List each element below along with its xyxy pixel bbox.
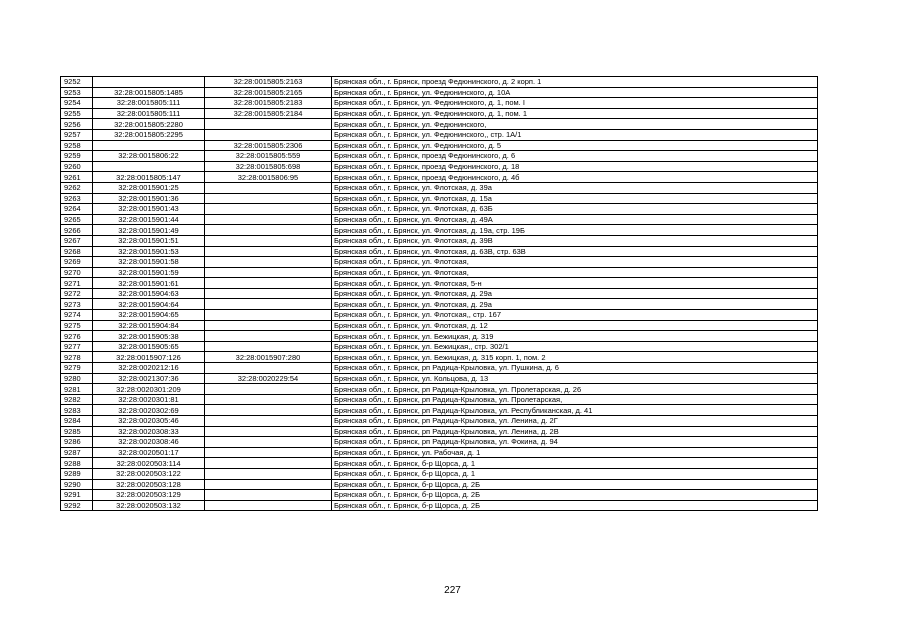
row-number-cell: 9292 bbox=[61, 500, 93, 511]
row-number-cell: 9255 bbox=[61, 108, 93, 119]
row-number-cell: 9282 bbox=[61, 394, 93, 405]
cadastral-number-secondary-cell bbox=[205, 267, 332, 278]
table-row bbox=[61, 384, 818, 395]
cadastral-number-secondary-cell bbox=[205, 458, 332, 469]
table-row bbox=[61, 87, 818, 98]
address-cell: Брянская обл., г. Брянск, б-р Щорса, д. 1 bbox=[332, 468, 818, 479]
cadastral-number-cell: 32:28:0015904:63 bbox=[93, 288, 205, 299]
registry-table bbox=[60, 76, 818, 511]
row-number-cell: 9263 bbox=[61, 193, 93, 204]
cadastral-number-cell: 32:28:0015907:126 bbox=[93, 352, 205, 363]
cadastral-number-cell: 32:28:0015904:65 bbox=[93, 310, 205, 321]
cadastral-number-cell: 32:28:0015901:58 bbox=[93, 257, 205, 268]
table-row bbox=[61, 341, 818, 352]
cadastral-number-cell: 32:28:0015901:43 bbox=[93, 204, 205, 215]
cadastral-number-cell: 32:28:0020308:46 bbox=[93, 437, 205, 448]
address-cell: Брянская обл., г. Брянск, б-р Щорса, д. 2Б bbox=[332, 500, 818, 511]
cadastral-number-secondary-cell bbox=[205, 246, 332, 257]
table-row bbox=[61, 278, 818, 289]
address-cell: Брянская обл., г. Брянск, рп Радица-Крыловка, ул. Республиканская, д. 41 bbox=[332, 405, 818, 416]
address-cell: Брянская обл., г. Брянск, ул. Федюнинского, д. 1, пом. 1 bbox=[332, 108, 818, 119]
table-row bbox=[61, 182, 818, 193]
table-row bbox=[61, 320, 818, 331]
table-row bbox=[61, 394, 818, 405]
address-cell: Брянская обл., г. Брянск, ул. Флотская, д. 29а bbox=[332, 299, 818, 310]
address-cell: Брянская обл., г. Брянск, ул. Флотская,, стр. 167 bbox=[332, 310, 818, 321]
table-row bbox=[61, 193, 818, 204]
address-cell: Брянская обл., г. Брянск, ул. Флотская, bbox=[332, 257, 818, 268]
address-cell: Брянская обл., г. Брянск, ул. Кольцова, д. 13 bbox=[332, 373, 818, 384]
cadastral-number-cell: 32:28:0015901:44 bbox=[93, 214, 205, 225]
row-number-cell: 9276 bbox=[61, 331, 93, 342]
table-row bbox=[61, 479, 818, 490]
row-number-cell: 9281 bbox=[61, 384, 93, 395]
row-number-cell: 9290 bbox=[61, 479, 93, 490]
table-row bbox=[61, 500, 818, 511]
cadastral-number-cell: 32:28:0020503:128 bbox=[93, 479, 205, 490]
address-cell: Брянская обл., г. Брянск, ул. Бежицкая, д. 319 bbox=[332, 331, 818, 342]
address-cell: Брянская обл., г. Брянск, рп Радица-Крыловка, ул. Пролетарская, bbox=[332, 394, 818, 405]
table-row bbox=[61, 257, 818, 268]
address-cell: Брянская обл., г. Брянск, ул. Федюнинского, д. 5 bbox=[332, 140, 818, 151]
row-number-cell: 9275 bbox=[61, 320, 93, 331]
table-row bbox=[61, 204, 818, 215]
table-row bbox=[61, 331, 818, 342]
cadastral-number-secondary-cell bbox=[205, 299, 332, 310]
cadastral-number-cell: 32:28:0015905:38 bbox=[93, 331, 205, 342]
address-cell: Брянская обл., г. Брянск, ул. Флотская, д. 63В, стр. 63В bbox=[332, 246, 818, 257]
cadastral-number-cell: 32:28:0015901:53 bbox=[93, 246, 205, 257]
cadastral-number-secondary-cell bbox=[205, 468, 332, 479]
cadastral-number-cell: 32:28:0020212:16 bbox=[93, 363, 205, 374]
row-number-cell: 9288 bbox=[61, 458, 93, 469]
cadastral-number-cell bbox=[93, 140, 205, 151]
cadastral-number-secondary-cell bbox=[205, 341, 332, 352]
row-number-cell: 9277 bbox=[61, 341, 93, 352]
row-number-cell: 9269 bbox=[61, 257, 93, 268]
table-row bbox=[61, 98, 818, 109]
row-number-cell: 9283 bbox=[61, 405, 93, 416]
address-cell: Брянская обл., г. Брянск, б-р Щорса, д. 2Б bbox=[332, 479, 818, 490]
cadastral-number-secondary-cell bbox=[205, 235, 332, 246]
row-number-cell: 9253 bbox=[61, 87, 93, 98]
address-cell: Брянская обл., г. Брянск, ул. Флотская, д. 49А bbox=[332, 214, 818, 225]
row-number-cell: 9265 bbox=[61, 214, 93, 225]
row-number-cell: 9267 bbox=[61, 235, 93, 246]
row-number-cell: 9272 bbox=[61, 288, 93, 299]
table-row bbox=[61, 288, 818, 299]
cadastral-number-secondary-cell bbox=[205, 310, 332, 321]
table-row bbox=[61, 468, 818, 479]
address-cell: Брянская обл., г. Брянск, рп Радица-Крыловка, ул. Пролетарская, д. 26 bbox=[332, 384, 818, 395]
cadastral-number-cell: 32:28:0020501:17 bbox=[93, 447, 205, 458]
cadastral-number-secondary-cell: 32:28:0015805:559 bbox=[205, 151, 332, 162]
row-number-cell: 9268 bbox=[61, 246, 93, 257]
cadastral-number-cell: 32:28:0015901:59 bbox=[93, 267, 205, 278]
row-number-cell: 9259 bbox=[61, 151, 93, 162]
page-number: 227 bbox=[444, 585, 461, 596]
row-number-cell: 9284 bbox=[61, 416, 93, 427]
row-number-cell: 9257 bbox=[61, 129, 93, 140]
table-row bbox=[61, 161, 818, 172]
row-number-cell: 9289 bbox=[61, 468, 93, 479]
address-cell: Брянская обл., г. Брянск, б-р Щорса, д. 2Б bbox=[332, 490, 818, 501]
table-row bbox=[61, 77, 818, 88]
address-cell: Брянская обл., г. Брянск, ул. Флотская, д. 19а, стр. 19Б bbox=[332, 225, 818, 236]
address-cell: Брянская обл., г. Брянск, рп Радица-Крыловка, ул. Фокина, д. 94 bbox=[332, 437, 818, 448]
address-cell: Брянская обл., г. Брянск, ул. Флотская, bbox=[332, 267, 818, 278]
cadastral-number-secondary-cell bbox=[205, 500, 332, 511]
row-number-cell: 9262 bbox=[61, 182, 93, 193]
cadastral-number-cell: 32:28:0020301:209 bbox=[93, 384, 205, 395]
cadastral-number-secondary-cell: 32:28:0015907:280 bbox=[205, 352, 332, 363]
table-row bbox=[61, 299, 818, 310]
table-row bbox=[61, 416, 818, 427]
address-cell: Брянская обл., г. Брянск, ул. Федюнинского, д. 1, пом. I bbox=[332, 98, 818, 109]
cadastral-number-secondary-cell bbox=[205, 384, 332, 395]
cadastral-number-cell: 32:28:0015805:2280 bbox=[93, 119, 205, 130]
cadastral-number-secondary-cell bbox=[205, 225, 332, 236]
cadastral-number-secondary-cell bbox=[205, 214, 332, 225]
address-cell: Брянская обл., г. Брянск, проезд Федюнинского, д. 4б bbox=[332, 172, 818, 183]
address-cell: Брянская обл., г. Брянск, проезд Федюнинского, д. 18 bbox=[332, 161, 818, 172]
table-row bbox=[61, 426, 818, 437]
table-row bbox=[61, 310, 818, 321]
address-cell: Брянская обл., г. Брянск, проезд Федюнинского, д. 2 корп. 1 bbox=[332, 77, 818, 88]
row-number-cell: 9254 bbox=[61, 98, 93, 109]
cadastral-number-secondary-cell bbox=[205, 394, 332, 405]
cadastral-number-secondary-cell bbox=[205, 288, 332, 299]
table-row bbox=[61, 458, 818, 469]
row-number-cell: 9271 bbox=[61, 278, 93, 289]
cadastral-number-secondary-cell bbox=[205, 447, 332, 458]
row-number-cell: 9270 bbox=[61, 267, 93, 278]
row-number-cell: 9278 bbox=[61, 352, 93, 363]
address-cell: Брянская обл., г. Брянск, б-р Щорса, д. 1 bbox=[332, 458, 818, 469]
cadastral-number-secondary-cell: 32:28:0020229:54 bbox=[205, 373, 332, 384]
cadastral-number-cell: 32:28:0015805:2295 bbox=[93, 129, 205, 140]
address-cell: Брянская обл., г. Брянск, ул. Флотская, д. 12 bbox=[332, 320, 818, 331]
cadastral-number-secondary-cell bbox=[205, 426, 332, 437]
address-cell: Брянская обл., г. Брянск, ул. Флотская, д. 15а bbox=[332, 193, 818, 204]
cadastral-number-secondary-cell: 32:28:0015805:2163 bbox=[205, 77, 332, 88]
address-cell: Брянская обл., г. Брянск, проезд Федюнинского, д. 6 bbox=[332, 151, 818, 162]
row-number-cell: 9285 bbox=[61, 426, 93, 437]
cadastral-number-cell: 32:28:0021307:36 bbox=[93, 373, 205, 384]
cadastral-number-secondary-cell bbox=[205, 182, 332, 193]
table-row bbox=[61, 373, 818, 384]
table-row bbox=[61, 267, 818, 278]
row-number-cell: 9260 bbox=[61, 161, 93, 172]
row-number-cell: 9266 bbox=[61, 225, 93, 236]
cadastral-number-cell: 32:28:0015905:65 bbox=[93, 341, 205, 352]
cadastral-number-cell: 32:28:0020308:33 bbox=[93, 426, 205, 437]
cadastral-number-secondary-cell: 32:28:0015805:698 bbox=[205, 161, 332, 172]
cadastral-number-secondary-cell: 32:28:0015805:2306 bbox=[205, 140, 332, 151]
cadastral-number-cell: 32:28:0015805:1485 bbox=[93, 87, 205, 98]
cadastral-number-secondary-cell: 32:28:0015805:2183 bbox=[205, 98, 332, 109]
cadastral-number-cell: 32:28:0015901:25 bbox=[93, 182, 205, 193]
address-cell: Брянская обл., г. Брянск, ул. Бежицкая, д. 315 корп. 1, пом. 2 bbox=[332, 352, 818, 363]
cadastral-number-secondary-cell bbox=[205, 193, 332, 204]
table-row bbox=[61, 437, 818, 448]
table-row bbox=[61, 352, 818, 363]
cadastral-number-secondary-cell bbox=[205, 129, 332, 140]
address-cell: Брянская обл., г. Брянск, ул. Федюнинского,, стр. 1А/1 bbox=[332, 129, 818, 140]
row-number-cell: 9252 bbox=[61, 77, 93, 88]
address-cell: Брянская обл., г. Брянск, рп Радица-Крыловка, ул. Ленина, д. 2В bbox=[332, 426, 818, 437]
address-cell: Брянская обл., г. Брянск, ул. Флотская, д. 29а bbox=[332, 288, 818, 299]
address-cell: Брянская обл., г. Брянск, ул. Рабочая, д. 1 bbox=[332, 447, 818, 458]
address-cell: Брянская обл., г. Брянск, ул. Флотская, д. 63Б bbox=[332, 204, 818, 215]
table-row bbox=[61, 108, 818, 119]
cadastral-number-cell: 32:28:0015901:49 bbox=[93, 225, 205, 236]
address-cell: Брянская обл., г. Брянск, ул. Бежицкая,, стр. 302/1 bbox=[332, 341, 818, 352]
table-row bbox=[61, 119, 818, 130]
address-cell: Брянская обл., г. Брянск, ул. Флотская, д. 39В bbox=[332, 235, 818, 246]
cadastral-number-secondary-cell bbox=[205, 204, 332, 215]
cadastral-number-secondary-cell bbox=[205, 405, 332, 416]
cadastral-number-secondary-cell bbox=[205, 437, 332, 448]
row-number-cell: 9287 bbox=[61, 447, 93, 458]
table-row bbox=[61, 151, 818, 162]
cadastral-number-cell: 32:28:0020503:114 bbox=[93, 458, 205, 469]
cadastral-number-secondary-cell bbox=[205, 331, 332, 342]
cadastral-number-cell: 32:28:0020302:69 bbox=[93, 405, 205, 416]
address-cell: Брянская обл., г. Брянск, ул. Федюнинского, д. 10А bbox=[332, 87, 818, 98]
cadastral-number-cell: 32:28:0015805:147 bbox=[93, 172, 205, 183]
cadastral-number-cell: 32:28:0020305:46 bbox=[93, 416, 205, 427]
cadastral-number-cell: 32:28:0015806:22 bbox=[93, 151, 205, 162]
cadastral-number-secondary-cell bbox=[205, 363, 332, 374]
table-row bbox=[61, 140, 818, 151]
address-cell: Брянская обл., г. Брянск, ул. Флотская, д. 39а bbox=[332, 182, 818, 193]
row-number-cell: 9280 bbox=[61, 373, 93, 384]
cadastral-number-cell: 32:28:0015805:111 bbox=[93, 108, 205, 119]
cadastral-number-cell bbox=[93, 161, 205, 172]
table-row bbox=[61, 490, 818, 501]
table-row bbox=[61, 235, 818, 246]
row-number-cell: 9258 bbox=[61, 140, 93, 151]
table-row bbox=[61, 246, 818, 257]
cadastral-number-cell: 32:28:0015901:36 bbox=[93, 193, 205, 204]
cadastral-number-secondary-cell bbox=[205, 257, 332, 268]
row-number-cell: 9273 bbox=[61, 299, 93, 310]
cadastral-number-cell: 32:28:0015901:61 bbox=[93, 278, 205, 289]
table-row bbox=[61, 129, 818, 140]
cadastral-number-secondary-cell: 32:28:0015805:2165 bbox=[205, 87, 332, 98]
cadastral-number-secondary-cell bbox=[205, 119, 332, 130]
cadastral-number-cell: 32:28:0020503:122 bbox=[93, 468, 205, 479]
cadastral-number-secondary-cell bbox=[205, 479, 332, 490]
table-row bbox=[61, 172, 818, 183]
address-cell: Брянская обл., г. Брянск, рп Радица-Крыловка, ул. Пушкина, д. 6 bbox=[332, 363, 818, 374]
cadastral-number-cell bbox=[93, 77, 205, 88]
address-cell: Брянская обл., г. Брянск, ул. Федюнинского, bbox=[332, 119, 818, 130]
cadastral-number-cell: 32:28:0020503:132 bbox=[93, 500, 205, 511]
row-number-cell: 9264 bbox=[61, 204, 93, 215]
row-number-cell: 9274 bbox=[61, 310, 93, 321]
table-row bbox=[61, 447, 818, 458]
row-number-cell: 9279 bbox=[61, 363, 93, 374]
address-cell: Брянская обл., г. Брянск, ул. Флотская, 5-н bbox=[332, 278, 818, 289]
cadastral-number-cell: 32:28:0020503:129 bbox=[93, 490, 205, 501]
cadastral-number-cell: 32:28:0015904:64 bbox=[93, 299, 205, 310]
cadastral-number-secondary-cell bbox=[205, 320, 332, 331]
cadastral-number-secondary-cell bbox=[205, 490, 332, 501]
table-row bbox=[61, 214, 818, 225]
table-row bbox=[61, 363, 818, 374]
table-row bbox=[61, 405, 818, 416]
cadastral-number-secondary-cell: 32:28:0015805:2184 bbox=[205, 108, 332, 119]
row-number-cell: 9286 bbox=[61, 437, 93, 448]
cadastral-number-cell: 32:28:0015904:84 bbox=[93, 320, 205, 331]
cadastral-number-secondary-cell: 32:28:0015806:95 bbox=[205, 172, 332, 183]
cadastral-number-cell: 32:28:0020301:81 bbox=[93, 394, 205, 405]
row-number-cell: 9256 bbox=[61, 119, 93, 130]
cadastral-number-secondary-cell bbox=[205, 416, 332, 427]
cadastral-number-secondary-cell bbox=[205, 278, 332, 289]
row-number-cell: 9291 bbox=[61, 490, 93, 501]
registry-table-body bbox=[61, 77, 818, 511]
row-number-cell: 9261 bbox=[61, 172, 93, 183]
address-cell: Брянская обл., г. Брянск, рп Радица-Крыловка, ул. Ленина, д. 2Г bbox=[332, 416, 818, 427]
cadastral-number-cell: 32:28:0015901:51 bbox=[93, 235, 205, 246]
table-row bbox=[61, 225, 818, 236]
cadastral-number-cell: 32:28:0015805:111 bbox=[93, 98, 205, 109]
